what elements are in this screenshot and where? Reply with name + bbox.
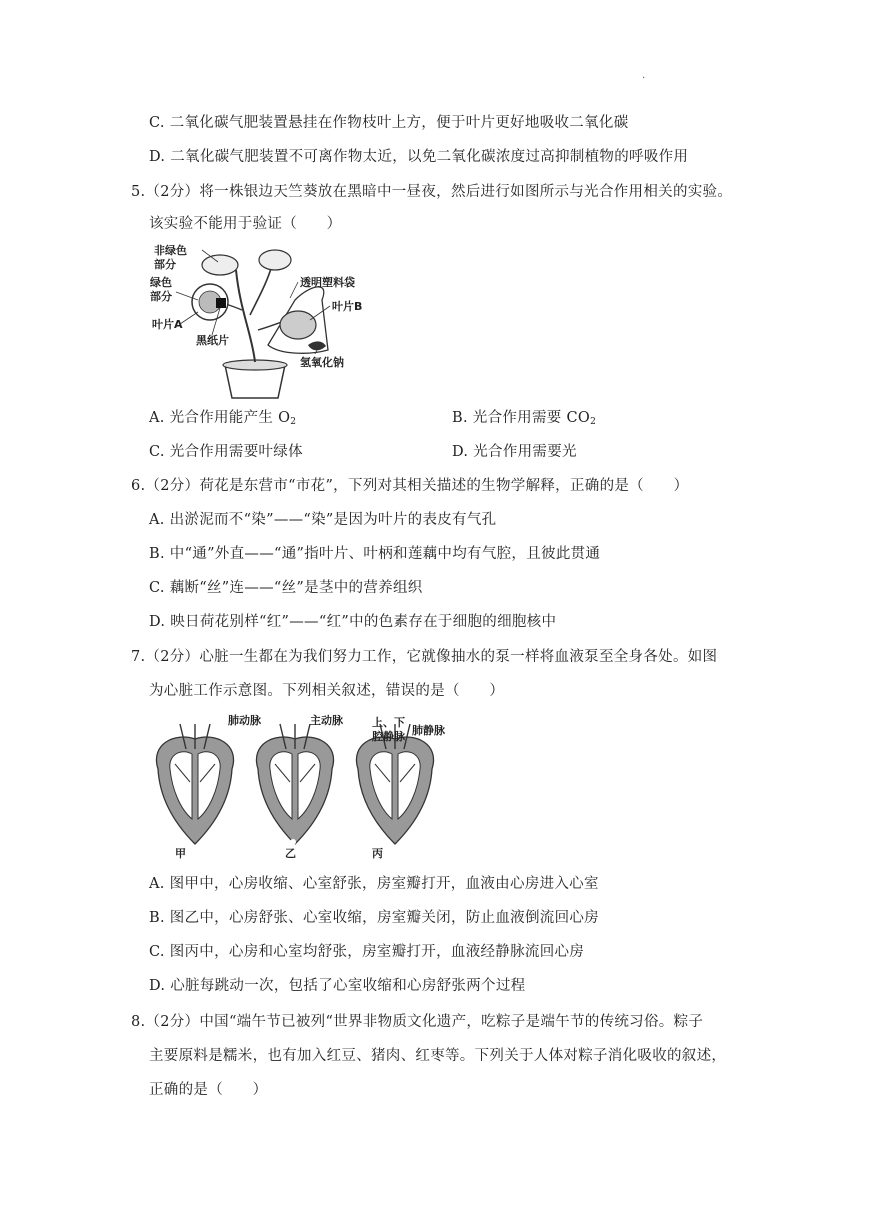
- q7-stem-line1: 7.（2分）心脏一生都在为我们努力工作，它就像抽水的泵一样将血液泵至全身各处。如图: [131, 649, 718, 665]
- q7-option-d: D. 心脏每跳动一次，包括了心室收缩和心房舒张两个过程: [149, 978, 526, 994]
- q5-option-b: B. 光合作用需要 $CO_2$: [452, 410, 597, 427]
- label-green-1: 绿色: [150, 276, 172, 289]
- q5-stem-line1: 5.（2分）将一株银边天竺葵放在黑暗中一昼夜，然后进行如图所示与光合作用相关的实验。: [131, 184, 733, 200]
- label-bing: 丙: [372, 847, 383, 860]
- q4-option-d: D. 二氧化碳气肥装置不可离作物太近，以免二氧化碳浓度过高抑制植物的呼吸作用: [149, 149, 689, 165]
- q7-option-a: A. 图甲中，心房收缩、心室舒张，房室瓣打开，血液由心房进入心室: [149, 876, 599, 892]
- label-non-green-2: 部分: [154, 258, 176, 271]
- q5-option-d: D. 光合作用需要光: [452, 444, 577, 460]
- header-mark: .: [642, 70, 646, 81]
- label-jia: 甲: [175, 847, 186, 860]
- label-vena-cava-2: 腔静脉: [372, 730, 405, 743]
- q7-heart-figure: [150, 712, 450, 862]
- label-black-paper: 黑纸片: [196, 334, 229, 347]
- q6-option-b: B. 中“通”外直——“通”指叶片、叶柄和莲藕中均有气腔，且彼此贯通: [149, 546, 601, 562]
- q5-option-c: C. 光合作用需要叶绿体: [149, 444, 303, 460]
- q6-option-a: A. 出淤泥而不“染”——“染”是因为叶片的表皮有气孔: [149, 512, 497, 528]
- label-green-2: 部分: [150, 290, 172, 303]
- label-pulmonary-artery: 肺动脉: [228, 714, 261, 727]
- q7-option-b: B. 图乙中，心房舒张、心室收缩，房室瓣关闭，防止血液倒流回心房: [149, 910, 599, 926]
- label-aorta: 主动脉: [310, 714, 343, 727]
- q7-stem-line2: 为心脏工作示意图。下列相关叙述，错误的是（ ）: [149, 683, 505, 699]
- q8-stem-line1: 8.（2分）中国“端午节已被列“世界非物质文化遗产，吃粽子是端午节的传统习俗。粽子: [131, 1014, 704, 1030]
- label-pulmonary-vein: 肺静脉: [412, 724, 445, 737]
- q5-stem-line2: 该实验不能用于验证（ ）: [149, 216, 342, 232]
- q7-option-c: C. 图丙中，心房和心室均舒张，房室瓣打开，血液经静脉流回心房: [149, 944, 585, 960]
- label-vena-cava-1: 上、下: [372, 716, 405, 729]
- label-plastic-bag: 透明塑料袋: [300, 276, 355, 289]
- q5-plant-figure: [150, 240, 395, 400]
- q8-stem-line2: 主要原料是糯米，也有加入红豆、猪肉、红枣等。下列关于人体对粽子消化吸收的叙述，: [149, 1048, 727, 1064]
- q6-option-c: C. 藕断“丝”连——“丝”是茎中的营养组织: [149, 580, 423, 596]
- q6-stem: 6.（2分）荷花是东营市“市花”，下列对其相关描述的生物学解释，正确的是（ ）: [131, 478, 689, 494]
- label-yi: 乙: [285, 847, 296, 860]
- q4-option-c: C. 二氧化碳气肥装置悬挂在作物枝叶上方，便于叶片更好地吸收二氧化碳: [149, 115, 629, 131]
- q8-stem-line3: 正确的是（ ）: [149, 1082, 268, 1098]
- q5-option-a: A. 光合作用能产生 $O_2$: [149, 410, 297, 427]
- label-leaf-a: 叶片A: [152, 318, 183, 331]
- label-non-green-1: 非绿色: [154, 244, 187, 257]
- label-naoh: 氢氧化钠: [300, 356, 344, 369]
- label-leaf-b: 叶片B: [332, 300, 363, 313]
- q6-option-d: D. 映日荷花别样“红”——“红”中的色素存在于细胞的细胞核中: [149, 614, 557, 630]
